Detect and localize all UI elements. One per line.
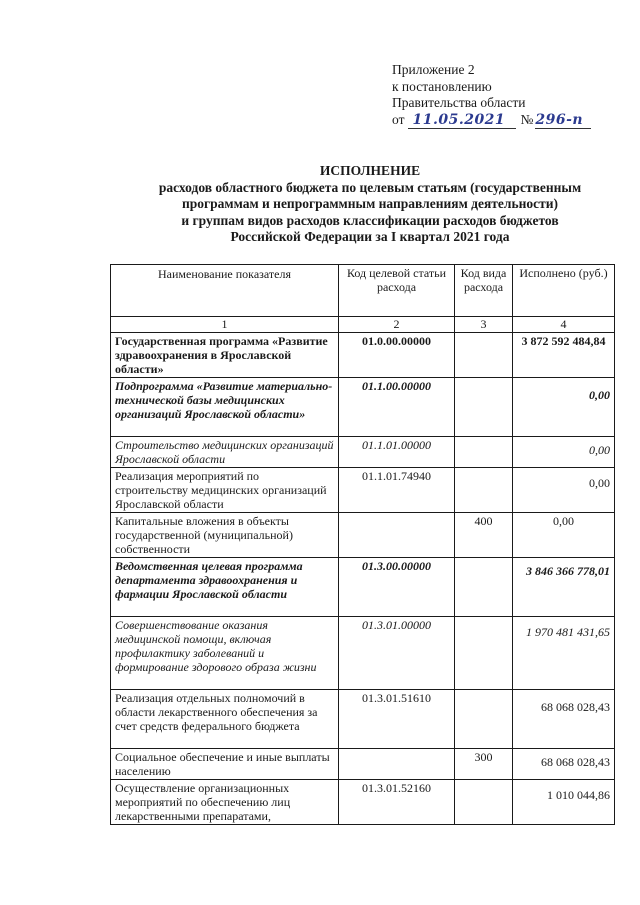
column-number: 2 [339, 317, 455, 333]
row-code: 01.3.01.51610 [339, 690, 455, 749]
row-code: 01.1.01.00000 [339, 437, 455, 468]
row-name: Ведомственная целевая программа департамента здравоохранения и фармации Ярославской области [111, 558, 339, 617]
row-code [339, 749, 455, 780]
header-code: Код целевой статьи расхода [339, 265, 455, 317]
row-name: Совершенствование оказания медицинской помощи, включая профилактику заболеваний и формирование здорового образа жизни [111, 617, 339, 690]
row-amount: 3 872 592 484,84 [513, 333, 615, 378]
table-row [111, 780, 615, 825]
row-type [455, 690, 513, 749]
table-row [111, 378, 615, 437]
row-type [455, 378, 513, 437]
row-amount: 1 010 044,86 [513, 780, 615, 825]
column-number: 3 [455, 317, 513, 333]
row-code [339, 513, 455, 558]
row-name: Реализация мероприятий по строительству медицинских организаций Ярославской области [111, 468, 339, 513]
row-code: 01.3.00.00000 [339, 558, 455, 617]
row-code: 01.0.00.00000 [339, 333, 455, 378]
handwritten-number: 296-п [535, 112, 591, 130]
row-code: 01.3.01.00000 [339, 617, 455, 690]
row-type [455, 437, 513, 468]
table-row [111, 617, 615, 690]
row-type [455, 617, 513, 690]
appendix-authority: Правительства области [392, 95, 526, 110]
title-line-1: расходов областного бюджета по целевым статьям (государственным [158, 179, 582, 195]
row-type [455, 558, 513, 617]
table-row [111, 749, 615, 780]
row-name: Подпрограмма «Развитие материально-технической базы медицинских организаций Ярославской области» [111, 378, 339, 437]
appendix-title: Приложение 2 [392, 62, 475, 77]
row-type [455, 780, 513, 825]
title-line-4: Российской Федерации за I квартал 2021 года [230, 229, 510, 244]
row-amount: 3 846 366 778,01 [513, 558, 615, 617]
document-title [110, 163, 630, 246]
column-number: 1 [111, 317, 339, 333]
appendix-ref: к постановлению [392, 78, 492, 94]
row-type [455, 333, 513, 378]
column-number-row [111, 317, 615, 333]
title-line-3: и группам видов расходов классификации расходов бюджетов [181, 212, 559, 228]
column-number: 4 [513, 317, 615, 333]
header-amount: Исполнено (руб.) [513, 265, 615, 317]
row-type [455, 468, 513, 513]
row-code: 01.3.01.52160 [339, 780, 455, 825]
row-name: Капитальные вложения в объекты государственной (муниципальной) собственности [111, 513, 339, 558]
table-row [111, 513, 615, 558]
row-amount: 68 068 028,43 [513, 690, 615, 749]
table-row [111, 437, 615, 468]
row-code: 01.1.00.00000 [339, 378, 455, 437]
row-name: Реализация отдельных полномочий в области лекарственного обеспечения за счет средств федерального бюджета [111, 690, 339, 749]
row-name: Строительство медицинских организаций Ярославской области [111, 437, 339, 468]
row-name: Социальное обеспечение и иные выплаты населению [111, 749, 339, 780]
table-row [111, 333, 615, 378]
title-line-2: программам и непрограммным направлениям деятельности) [181, 196, 559, 211]
header-type: Код вида расхода [455, 265, 513, 317]
row-code: 01.1.01.74940 [339, 468, 455, 513]
row-amount: 0,00 [513, 378, 615, 437]
number-label: № [520, 111, 534, 127]
appendix-date-number-line [392, 112, 632, 130]
table-row [111, 558, 615, 617]
row-name: Государственная программа «Развитие здравоохранения в Ярославской области» [111, 333, 339, 378]
handwritten-date: 11.05.2021 [408, 112, 516, 130]
appendix-block [392, 62, 632, 129]
title-heading: ИСПОЛНЕНИЕ [319, 163, 421, 178]
from-label: от [392, 111, 405, 127]
row-amount: 0,00 [513, 468, 615, 513]
expenditure-table [110, 264, 615, 825]
row-amount: 0,00 [513, 513, 615, 558]
row-type: 300 [455, 749, 513, 780]
row-type: 400 [455, 513, 513, 558]
table-header-row [111, 265, 615, 317]
row-name: Осуществление организационных мероприятий по обеспечению лиц лекарственными препаратами, [111, 780, 339, 825]
row-amount: 0,00 [513, 437, 615, 468]
table-row [111, 690, 615, 749]
table-row [111, 468, 615, 513]
header-name: Наименование показателя [111, 265, 339, 317]
row-amount: 1 970 481 431,65 [513, 617, 615, 690]
row-amount: 68 068 028,43 [513, 749, 615, 780]
